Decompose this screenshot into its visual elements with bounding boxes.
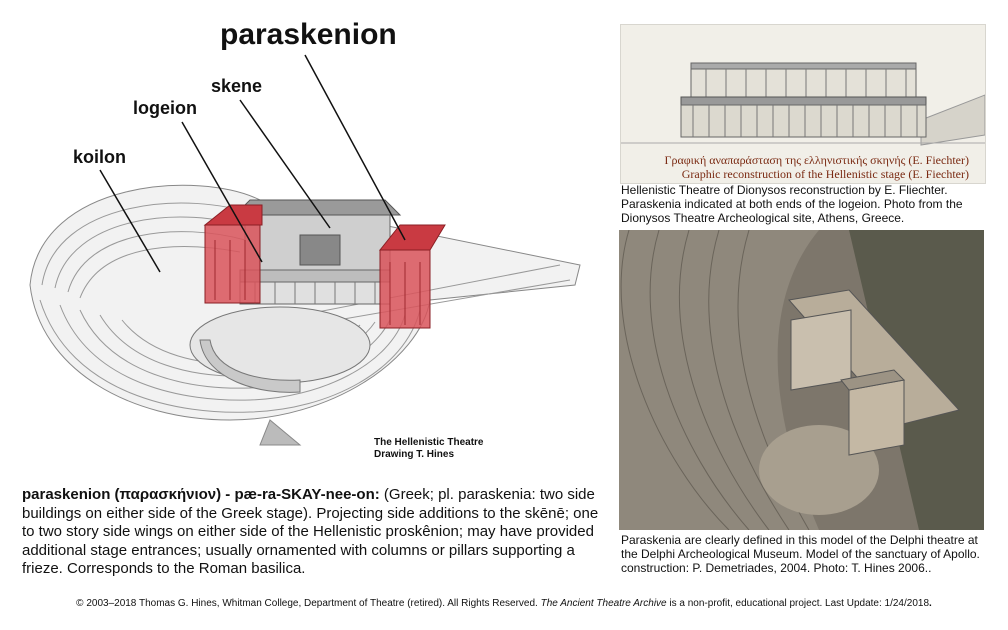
english-caption-line: Graphic reconstruction of the Hellenistic stage (E. Fiechter) <box>681 167 969 181</box>
definition-term: paraskenion (παρασκήνιον) - pæ-ra-SKAY-nee-on: <box>22 486 380 503</box>
definition-body: (Greek; pl. paraskenia: two side buildings on either side of the Greek stage). Projecting side additions to the skēnē; one to two story side wings on either side of the Hellenistic proskênion; may have provided additional stage entrances; usually ornamented with columns or pillars supporting a frieze. Corresponds to the Roman basilica. <box>22 486 599 577</box>
delphi-model-sketch <box>619 230 984 530</box>
orchestra <box>190 307 370 383</box>
delphi-model-photo <box>619 230 984 530</box>
footer-text-1: © 2003–2018 Thomas G. Hines, Whitman College, Department of Theatre (retired). All Rights Reserved. <box>76 598 541 609</box>
paraskenion-left <box>205 205 262 303</box>
footer-text-2: is a non-profit, educational project. Last Update: 1/24/2018 <box>666 598 930 609</box>
photo2-caption: Paraskenia are clearly defined in this model of the Delphi theatre at the Delphi Archeological Museum. Model of the sanctuary of Apollo. construction: P. Demetriades, 2004. Photo: T. Hines 2006.. <box>621 533 980 575</box>
fiechter-reconstruction-image <box>620 24 986 184</box>
logeion-label: logeion <box>133 98 197 118</box>
drawing-credit-line1: The Hellenistic Theatre <box>374 437 484 448</box>
koilon-label: koilon <box>73 147 126 167</box>
drawing-credit-line2: Drawing T. Hines <box>374 449 455 460</box>
greek-caption-line: Γραφική αναπαράσταση της ελληνιστικής σκηνής (E. Fiechter) <box>664 153 969 167</box>
skene-label: skene <box>211 76 263 96</box>
hellenistic-theatre-drawing <box>0 0 610 470</box>
definition-text <box>22 486 602 579</box>
drawing-credit <box>374 437 483 461</box>
photo1-caption: Hellenistic Theatre of Dionysos reconstruction by E. Fliechter. Paraskenia indicated at both ends of the logeion. Photo from the Dionysos Theatre Archeological site, Athens, Greece. <box>621 183 963 225</box>
footer-end: . <box>929 598 932 609</box>
greek-caption-overlay <box>621 153 985 181</box>
paraskenion-label: paraskenion <box>220 18 397 51</box>
archive-name: The Ancient Theatre Archive <box>540 598 667 609</box>
copyright-footer <box>0 598 1008 609</box>
